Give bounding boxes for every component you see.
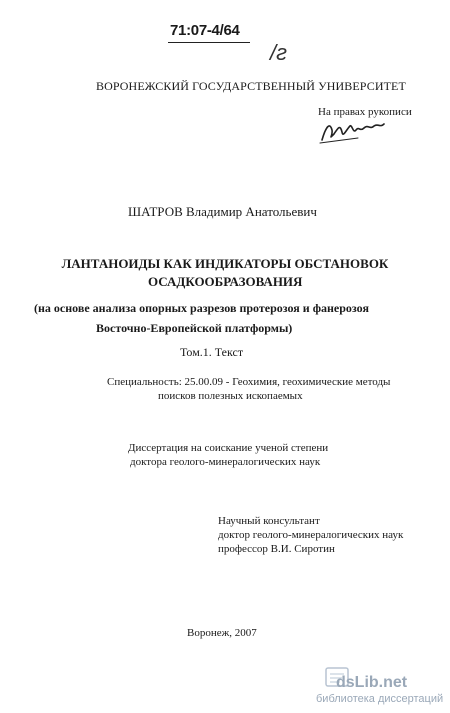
dissertation-line-2: доктора геолого-минералогических наук [130, 456, 321, 468]
handwritten-mark: /г [270, 40, 287, 65]
title-line-1: ЛАНТАНОИДЫ КАК ИНДИКАТОРЫ ОБСТАНОВОК [61, 256, 389, 271]
watermark-site[interactable]: dsLib.net [336, 674, 408, 691]
city-year: Воронеж, 2007 [187, 627, 257, 639]
specialty-line-1: Специальность: 25.00.09 - Геохимия, геохимические методы [107, 376, 391, 388]
specialty-line-2: поисков полезных ископаемых [158, 390, 303, 402]
dissertation-line-1: Диссертация на соискание ученой степени [128, 442, 329, 454]
stamp-underline [168, 42, 250, 43]
volume-label: Том.1. Текст [180, 345, 244, 359]
consultant-line-1: Научный консультант [218, 515, 320, 527]
watermark-subtitle: библиотека диссертаций [316, 693, 444, 705]
title-line-2: ОСАДКООБРАЗОВАНИЯ [148, 274, 303, 289]
university-name: ВОРОНЕЖСКИЙ ГОСУДАРСТВЕННЫЙ УНИВЕРСИТЕТ [96, 79, 406, 93]
rights-notice: На правах рукописи [318, 106, 412, 118]
consultant-line-3: профессор В.И. Сиротин [218, 543, 335, 555]
consultant-line-2: доктор геолого-минералогических наук [218, 529, 404, 541]
stamp-code: 71:07-4/64 [170, 22, 240, 39]
author-name: ШАТРОВ Владимир Анатольевич [128, 204, 317, 219]
title-line-3: (на основе анализа опорных разрезов протерозоя и фанерозоя [34, 301, 369, 315]
title-line-4: Восточно-Европейской платформы) [96, 321, 293, 335]
signature-icon [318, 116, 386, 146]
